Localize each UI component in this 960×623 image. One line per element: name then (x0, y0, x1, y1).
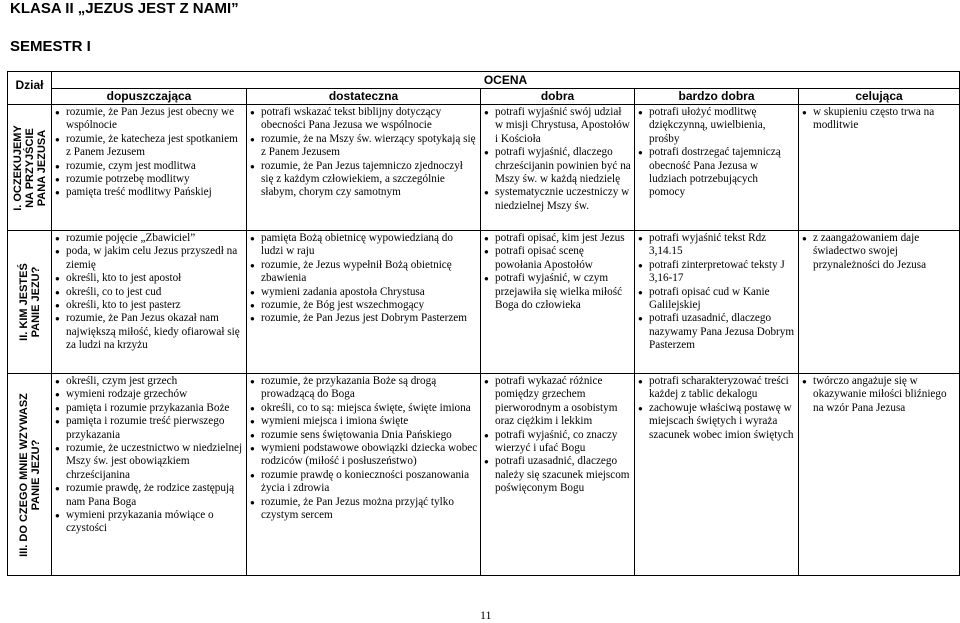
requirement-item: ● rozumie sens świętowania Dnia Pańskiego (249, 429, 478, 442)
unit-row (8, 231, 960, 374)
level-header-bardzo-dobra: bardzo dobra (635, 89, 799, 105)
requirement-item: ● rozumie, że Pan Jezus tajemniczo zjednoczył się z każdym człowiekiem, a szczególnie słabym, chorym czy samotnym (249, 160, 478, 200)
requirement-item: ● z zaangażowaniem daje świadectwo swojej przynależności do Jezusa (801, 232, 957, 272)
requirements-cell-bardzo-dobra (635, 374, 799, 576)
requirements-list (247, 374, 480, 522)
requirements-cell-bardzo-dobra (635, 231, 799, 374)
requirements-list (481, 231, 634, 312)
requirement-item: ● potrafi ułożyć modlitwę dziękczynną, uwielbienia, prośby (637, 106, 796, 146)
requirements-cell-dobra (481, 231, 635, 374)
unit-label-line: II. KIM JESTEŚ (17, 263, 30, 341)
unit-label (12, 125, 48, 211)
unit-label-line: NA PRZYJŚCIE (23, 127, 36, 208)
requirement-item: ● potrafi uzasadnić, dlaczego należy się szacunek miejscom poświęconym Bogu (483, 455, 632, 495)
requirement-item: ● systematycznie uczestniczy w niedzielnej Mszy św. (483, 186, 632, 213)
requirement-item: ● potrafi scharakteryzować treści każdej z tablic dekalogu (637, 375, 796, 402)
requirement-item: ● twórczo angażuje się w okazywanie miłości bliźniego na wzór Pana Jezusa (801, 375, 957, 415)
requirements-cell-dopuszczajaca (52, 231, 247, 374)
requirement-item: ● potrafi wykazać różnice pomiędzy grzechem pierworodnym a osobistym oraz ciężkim i lekkim (483, 375, 632, 429)
unit-label-line: PANIE JEZU? (29, 439, 42, 510)
requirement-item: ● wymieni miejsca i imiona święte (249, 415, 478, 428)
level-header-dostateczna: dostateczna (247, 89, 481, 105)
requirements-list (635, 231, 798, 353)
requirements-list (52, 374, 246, 536)
requirement-item: ● rozumie, że przykazania Boże są drogą prowadzącą do Boga (249, 375, 478, 402)
requirement-item: ● określi, czym jest grzech (54, 375, 244, 388)
requirements-cell-dopuszczajaca (52, 105, 247, 231)
requirement-item: ● potrafi zinterpretować teksty J 3,16-17 (637, 259, 796, 286)
level-header-dobra: dobra (481, 89, 635, 105)
requirement-item: ● w skupieniu często trwa na modlitwie (801, 106, 957, 133)
requirement-item: ● rozumie, że Jezus wypełnił Bożą obietnicę zbawienia (249, 259, 478, 286)
requirements-list (481, 374, 634, 496)
requirements-cell-dostateczna (247, 231, 481, 374)
unit-row (8, 374, 960, 576)
unit-cell (8, 231, 52, 374)
requirements-list (799, 374, 959, 415)
unit-label (18, 263, 42, 341)
ocena-header: OCENA (52, 72, 960, 89)
requirement-item: ● określi, co to są: miejsca święte, święte imiona (249, 402, 478, 415)
requirements-cell-celujaca (799, 105, 960, 231)
level-header-celujaca: celująca (799, 89, 960, 105)
requirement-item: ● rozumie potrzebę modlitwy (54, 173, 244, 186)
requirements-list (52, 231, 246, 353)
requirements-list (52, 105, 246, 200)
requirement-item: ● rozumie, że uczestnictwo w niedzielnej Mszy św. jest obowiązkiem chrześcijanina (54, 442, 244, 482)
requirement-item: ● potrafi opisać scenę powołania Apostołów (483, 245, 632, 272)
requirement-item: ● rozumie pojęcie „Zbawiciel” (54, 232, 244, 245)
requirement-item: ● potrafi wyjaśnić swój udział w misji Chrystusa, Apostołów i Kościoła (483, 106, 632, 146)
requirement-item: ● wymieni rodzaje grzechów (54, 388, 244, 401)
requirement-item: ● potrafi wskazać tekst biblijny dotyczący obecności Pana Jezusa we wspólnocie (249, 106, 478, 133)
requirement-item: ● potrafi wyjaśnić, dlaczego chrześcijanin powinien być na Mszy św. w każdą niedzielę (483, 146, 632, 186)
requirement-item: ● potrafi opisać cud w Kanie Galilejskiej (637, 286, 796, 313)
requirement-item: ● rozumie, że na Mszy św. wierzący spotykają się z Panem Jezusem (249, 133, 478, 160)
requirements-cell-celujaca (799, 231, 960, 374)
requirement-item: ● rozumie, że Bóg jest wszechmogący (249, 299, 478, 312)
requirement-item: ● rozumie, że Pan Jezus można przyjąć tylko czystym sercem (249, 496, 478, 523)
requirement-item: ● poda, w jakim celu Jezus przyszedł na ziemię (54, 245, 244, 272)
unit-label-line: I. OCZEKUJEMY (11, 124, 24, 211)
level-header-dopuszczajaca: dopuszczająca (52, 89, 247, 105)
dzial-header: Dział (8, 72, 52, 105)
document-title: KLASA II „JEZUS JEST Z NAMI” (10, 0, 239, 17)
table-body (8, 105, 960, 576)
requirement-item: ● pamięta i rozumie przykazania Boże (54, 402, 244, 415)
requirement-item: ● rozumie prawdę o konieczności poszanowania życia i zdrowia (249, 469, 478, 496)
unit-label (18, 393, 42, 557)
requirements-list (481, 105, 634, 213)
requirement-item: ● potrafi wyjaśnić tekst Rdz 3,14.15 (637, 232, 796, 259)
requirement-item: ● pamięta treść modlitwy Pańskiej (54, 186, 244, 199)
unit-label-line: III. DO CZEGO MNIE WZYWASZ (17, 392, 30, 557)
requirements-list (799, 105, 959, 133)
requirement-item: ● określi, kto to jest pasterz (54, 299, 244, 312)
requirements-cell-dobra (481, 374, 635, 576)
requirements-list (635, 374, 798, 442)
unit-label-line: PANIE JEZU? (29, 266, 42, 338)
requirements-cell-bardzo-dobra (635, 105, 799, 231)
page-number: 11 (480, 608, 492, 622)
unit-cell (8, 105, 52, 231)
requirement-item: ● wymieni przykazania mówiące o czystości (54, 509, 244, 536)
grading-table (7, 71, 960, 576)
requirement-item: ● zachowuje właściwą postawę w miejscach świętych i wyraża szacunek wobec imion świętych (637, 402, 796, 442)
requirements-list (247, 105, 480, 200)
requirement-item: ● wymieni zadania apostoła Chrystusa (249, 286, 478, 299)
requirements-cell-dopuszczajaca (52, 374, 247, 576)
requirement-item: ● określi, co to jest cud (54, 286, 244, 299)
requirement-item: ● potrafi uzasadnić, dlaczego nazywamy Pana Jezusa Dobrym Pasterzem (637, 312, 796, 352)
requirement-item: ● określi, kto to jest apostoł (54, 272, 244, 285)
requirement-item: ● potrafi dostrzegać tajemniczą obecność Pana Jezusa w ludziach potrzebujących pomocy (637, 146, 796, 200)
requirements-cell-dobra (481, 105, 635, 231)
requirement-item: ● rozumie, że Pan Jezus jest Dobrym Pasterzem (249, 312, 478, 325)
unit-cell (8, 374, 52, 576)
unit-row (8, 105, 960, 231)
requirement-item: ● potrafi wyjaśnić, co znaczy wierzyć i ufać Bogu (483, 429, 632, 456)
requirement-item: ● wymieni podstawowe obowiązki dziecka wobec rodziców (miłość i posłuszeństwo) (249, 442, 478, 469)
requirement-item: ● rozumie, że Pan Jezus okazał nam największą miłość, kiedy ofiarował się za ludzi na krzyżu (54, 312, 244, 352)
requirement-item: ● rozumie prawdę, że rodzice zastępują nam Pana Boga (54, 482, 244, 509)
requirement-item: ● rozumie, że Pan Jezus jest obecny we wspólnocie (54, 106, 244, 133)
requirements-list (247, 231, 480, 326)
requirement-item: ● rozumie, czym jest modlitwa (54, 160, 244, 173)
requirement-item: ● potrafi wyjaśnić, w czym przejawiła się wielka miłość Boga do człowieka (483, 272, 632, 312)
requirements-cell-dostateczna (247, 105, 481, 231)
requirements-list (799, 231, 959, 272)
requirement-item: ● pamięta i rozumie treść pierwszego przykazania (54, 415, 244, 442)
requirement-item: ● potrafi opisać, kim jest Jezus (483, 232, 632, 245)
semester-heading: SEMESTR I (10, 38, 91, 55)
requirement-item: ● pamięta Bożą obietnicę wypowiedzianą do ludzi w raju (249, 232, 478, 259)
requirements-cell-dostateczna (247, 374, 481, 576)
requirement-item: ● rozumie, że katecheza jest spotkaniem z Panem Jezusem (54, 133, 244, 160)
unit-label-line: PANA JEZUSA (35, 129, 48, 206)
requirements-cell-celujaca (799, 374, 960, 576)
requirements-list (635, 105, 798, 200)
